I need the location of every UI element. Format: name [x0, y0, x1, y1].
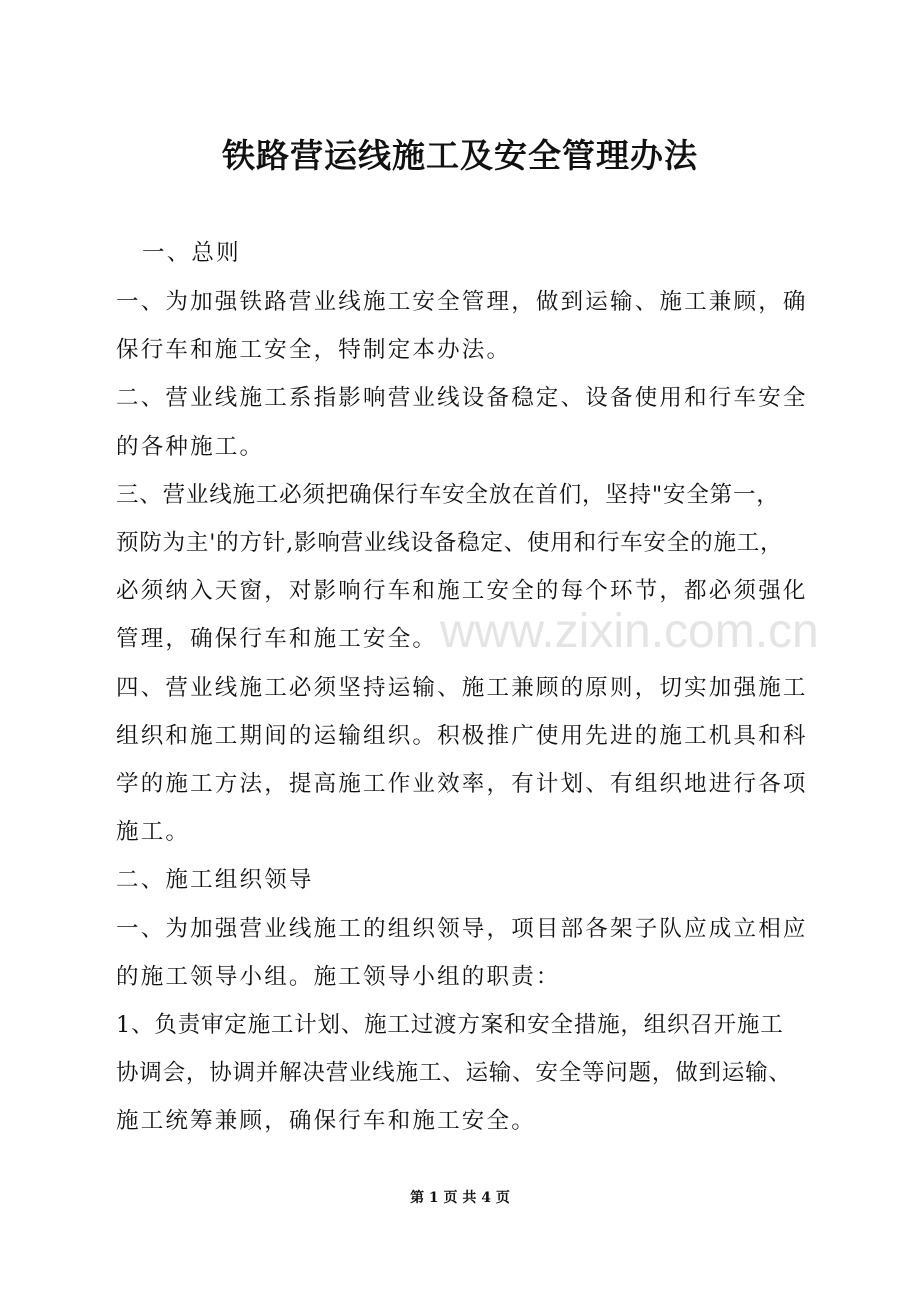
- paragraph-line: 一、为加强营业线施工的组织领导，项目部各架子队应成立相应: [116, 916, 808, 942]
- paragraph-line: 施工统筹兼顾，确保行车和施工安全。: [116, 1108, 536, 1134]
- paragraph-line: 预防为主'的方针,影响营业线设备稳定、使用和行车安全的施工，: [116, 530, 784, 556]
- paragraph-line: 施工。: [116, 819, 191, 845]
- paragraph-line: 协调会，协调并解决营业线施工、运输、安全等问题，做到运输、: [116, 1060, 792, 1086]
- paragraph-line: 一、为加强铁路营业线施工安全管理，做到运输、施工兼顾，确: [116, 289, 808, 315]
- paragraph-line: 的各种施工。: [116, 434, 265, 460]
- section-heading: 二、施工组织领导: [116, 867, 314, 893]
- paragraph-line: 学的施工方法，提高施工作业效率，有计划、有组织地进行各项: [116, 771, 808, 797]
- document-title: 铁路营运线施工及安全管理办法: [222, 136, 698, 175]
- paragraph-line: 1、负责审定施工计划、施工过渡方案和安全措施，组织召开施工: [116, 1012, 784, 1038]
- section-heading: 一、总则: [142, 240, 241, 266]
- paragraph-line: 管理，确保行车和施工安全。: [116, 626, 438, 652]
- paragraph-line: 组织和施工期间的运输组织。积极推广使用先进的施工机具和科: [116, 723, 808, 749]
- paragraph-line: 二、营业线施工系指影响营业线设备稳定、设备使用和行车安全: [116, 385, 808, 411]
- paragraph-line: 保行车和施工安全，特制定本办法。: [116, 337, 512, 363]
- paragraph-line: 三、营业线施工必须把确保行车安全放在首们，坚持"安全第一，: [116, 482, 780, 508]
- watermark: www.zixin.com.cn: [440, 605, 819, 658]
- paragraph-line: 必须纳入天窗，对影响行车和施工安全的每个环节，都必须强化: [116, 578, 808, 604]
- page-footer: 第 1 页 共 4 页: [410, 1190, 510, 1206]
- paragraph-line: 的施工领导小组。施工领导小组的职责：: [116, 964, 561, 990]
- paragraph-line: 四、营业线施工必须坚持运输、施工兼顾的原则，切实加强施工: [116, 675, 808, 701]
